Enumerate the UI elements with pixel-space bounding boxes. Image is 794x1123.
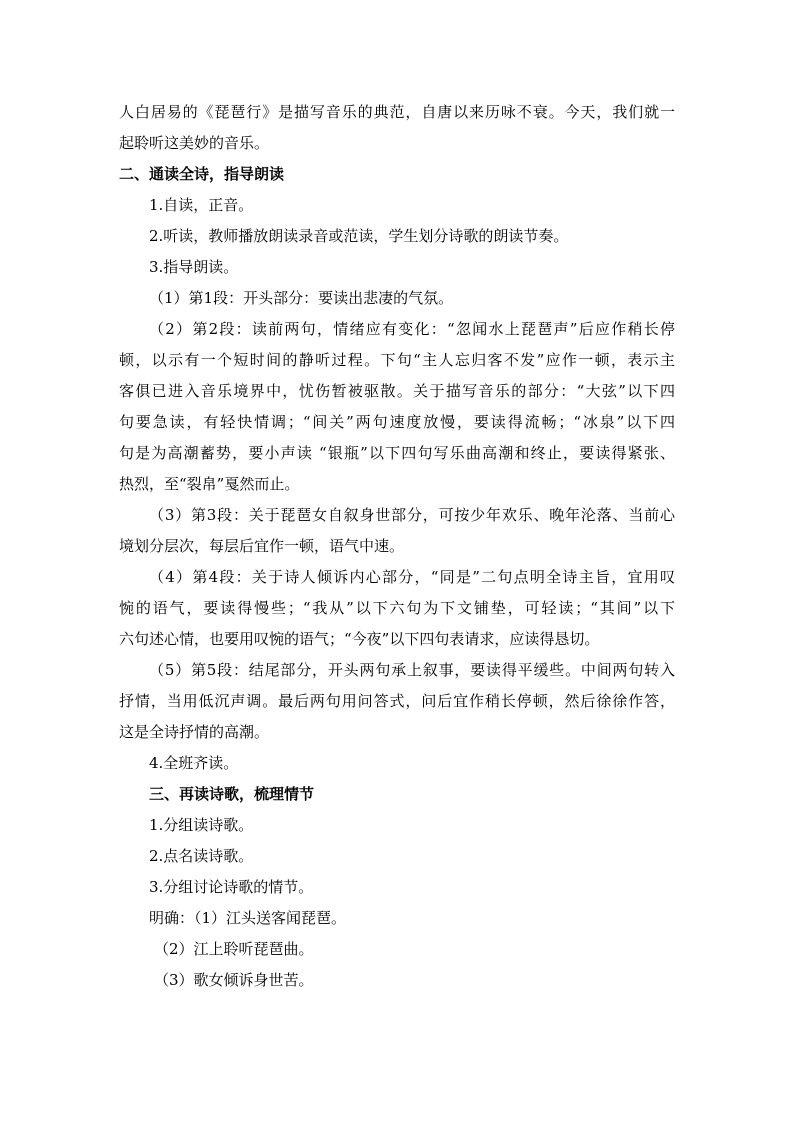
list-item: 明确：（1）江头送客闻琵琶。: [149, 909, 347, 927]
paragraph-line: （4）第4段：关于诗人倾诉内心部分，“同是”二句点明全诗主旨，宜用叹: [149, 568, 675, 586]
paragraph-line: （3）第3段：关于琵琶女自叙身世部分，可按少年欢乐、晚年沦落、当前心: [149, 506, 675, 524]
paragraph-line: （1）第1段：开头部分：要读出悲凄的气氛。: [149, 289, 454, 307]
list-item: 1.自读，正音。: [149, 196, 254, 214]
paragraph-line: 顿，以示有一个短时间的静听过程。下句“主人忘归客不发”应作一顿，表示主: [119, 351, 675, 369]
paragraph-line: 客俱已进入音乐境界中，忧伤暂被驱散。关于描写音乐的部分：“大弦”以下四: [119, 382, 675, 400]
paragraph-line: 句是为高潮蓄势，要小声读 “银瓶”以下四句写乐曲高潮和终止，要读得紧张、: [119, 444, 675, 462]
section-heading: 二、通读全诗，指导朗读: [119, 165, 285, 183]
list-item: 4.全班齐读。: [149, 754, 239, 772]
paragraph-line: （2）第2段：读前两句，情绪应有变化：“忽闻水上琵琶声”后应作稍长停: [149, 320, 675, 338]
paragraph-line: （5）第5段：结尾部分，开头两句承上叙事，要读得平缓些。中间两句转入: [149, 661, 675, 679]
list-item: 1.分组读诗歌。: [149, 816, 254, 834]
section-heading: 三、再读诗歌，梳理情节: [149, 785, 315, 803]
list-item: 3.分组讨论诗歌的情节。: [149, 878, 314, 896]
paragraph-line: 惋的语气，要读得慢些；“我从”以下六句为下文铺垫，可轻读；“其间”以下: [119, 599, 675, 617]
paragraph-line: 境划分层次，每层后宜作一顿，语气中速。: [119, 537, 405, 555]
list-item: （3）歌女倾诉身世苦。: [154, 971, 314, 989]
paragraph-line: 热烈，至“裂帛”戛然而止。: [119, 475, 300, 493]
paragraph-line: 句要急读，有轻快情调；“间关”两句速度放慢，要读得流畅；“冰泉”以下四: [119, 413, 675, 431]
paragraph-line: 这是全诗抒情的高潮。: [119, 723, 270, 741]
text-line: 人白居易的《琵琶行》是描写音乐的典范，自唐以来历咏不衰。今天，我们就一: [119, 103, 675, 121]
paragraph-line: 六句述心情，也要用叹惋的语气；“今夜”以下四句表请求，应读得恳切。: [119, 630, 600, 648]
list-item: 2.听读，教师播放朗读录音或范读，学生划分诗歌的朗读节奏。: [149, 227, 569, 245]
text-line: 起聆听这美妙的音乐。: [119, 134, 270, 152]
list-item: （2）江上聆听琵琶曲。: [154, 940, 314, 958]
list-item: 2.点名读诗歌。: [149, 847, 254, 865]
list-item: 3.指导朗读。: [149, 258, 239, 276]
paragraph-line: 抒情，当用低沉声调。最后两句用问答式，问后宜作稍长停顿，然后徐徐作答，: [119, 692, 675, 710]
